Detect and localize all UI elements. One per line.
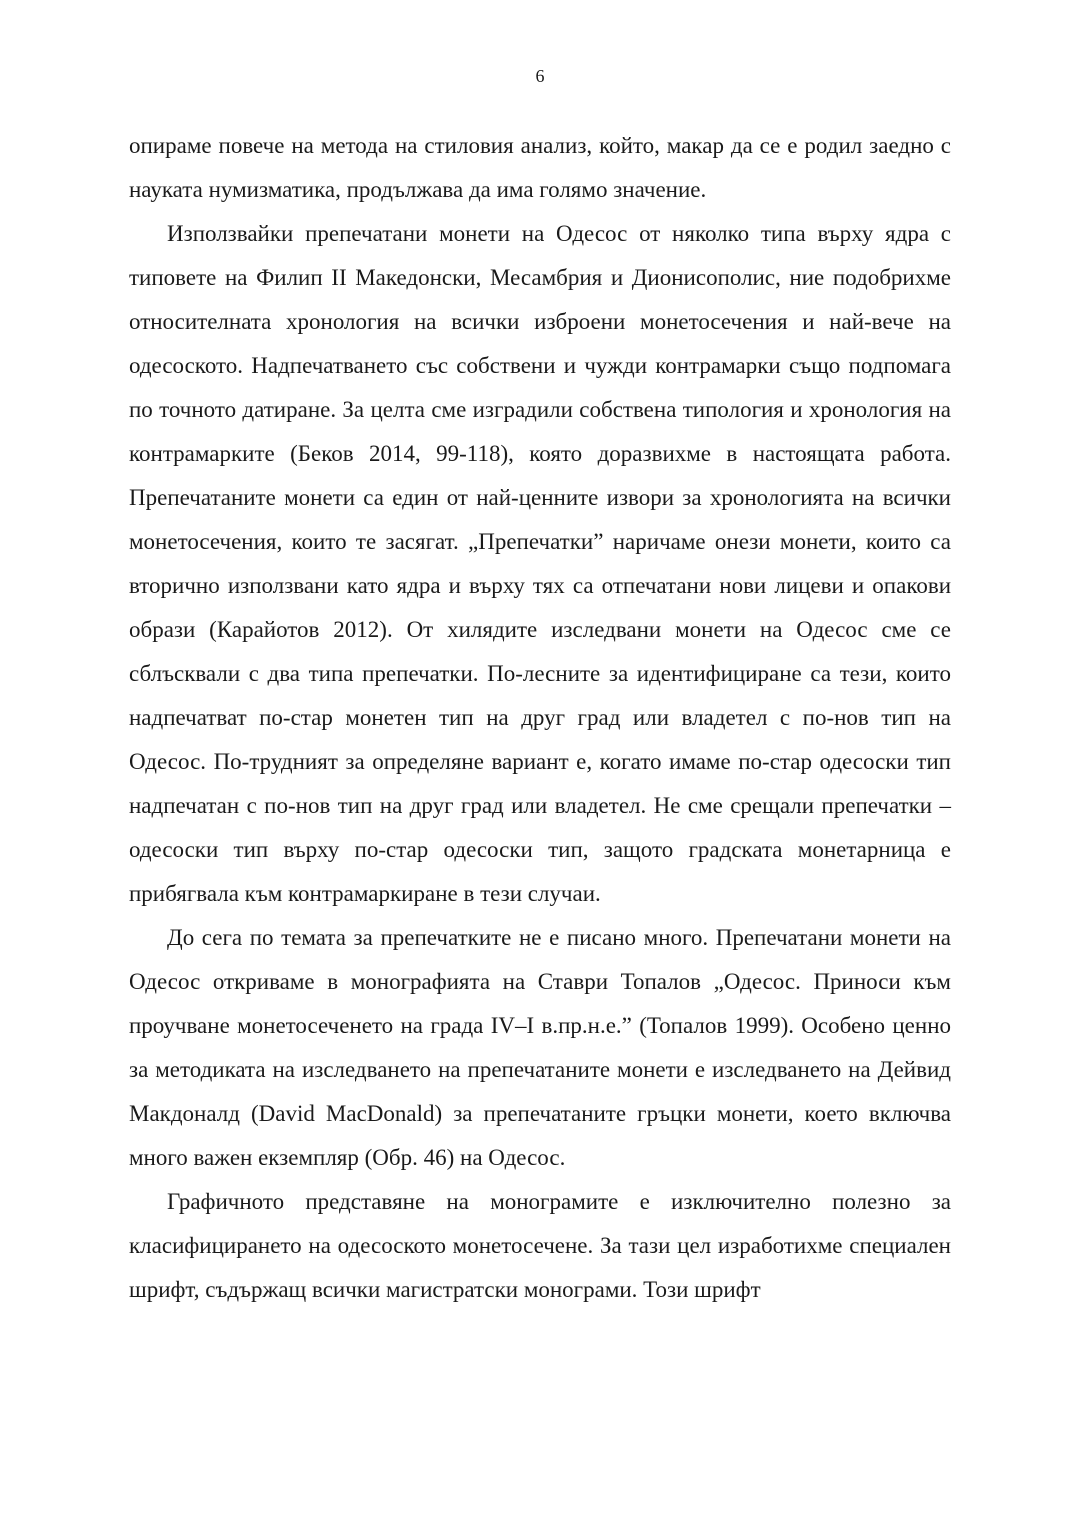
paragraph-overprinted-coins: Използвайки препечатани монети на Одесос от няколко типа върху ядра с типовете на Филип II Македонски, Месамбрия и Дионисополис, ние подобрихме относителната хронология на всички изброени монетосечения и най-вече на одесоското. Надпечатването със собствени и чужди контрамарки също подпомага по точното датиране. За целта сме изградили собствена типология и хронология на контрамарките (Беков 2014, 99-118), която доразвихме в настоящата работа. Препечатаните монети са един от най-ценните извори за хронологията на всички монетосечения, които те засягат. „Препечатки” наричаме онези монети, които са вторично използвани като ядра и върху тях са отпечатани нови лицеви и опакови образи (Карайотов 2012). От хилядите изследвани монети на Одесос сме се сблъсквали с два типа препечатки. По-лесните за идентифициране са тези, които надпечатват по-стар монетен тип на друг град или владетел с по-нов тип на Одесос. По-трудният за определяне вариант е, когато имаме по-стар одесоски тип надпечатан с по-нов тип на друг град или владетел. Не сме срещали препечатки – одесоски тип върху по-стар одесоски тип, защото градската монетарница е прибягвала към контрамаркиране в тези случаи.: [129, 221, 951, 906]
paragraph-continuation: опираме повече на метода на стиловия анализ, който, макар да се е родил заедно с науката нумизматика, продължава да има голямо значение.: [129, 133, 951, 202]
body-text: [129, 124, 951, 1312]
page-number: 6: [535, 66, 545, 86]
paragraph-monograms: Графичното представяне на монограмите е изключително полезно за класифицирането на одесоското монетосечене. За тази цел изработихме специален шрифт, съдържащ всички магистратски монограми. Този шрифт: [129, 1189, 951, 1302]
paragraph-literature: До сега по темата за препечатките не е писано много. Препечатани монети на Одесос откриваме в монографията на Ставри Топалов „Одесос. Приноси към проучване монетосеченето на града IV–I в.пр.н.е.” (Топалов 1999). Особено ценно за методиката на изследването на препечатаните монети е изследването на Дейвид Макдоналд (David MacDonald) за препечатаните гръцки монети, което включва много важен екземпляр (Обр. 46) на Одесос.: [129, 925, 951, 1170]
